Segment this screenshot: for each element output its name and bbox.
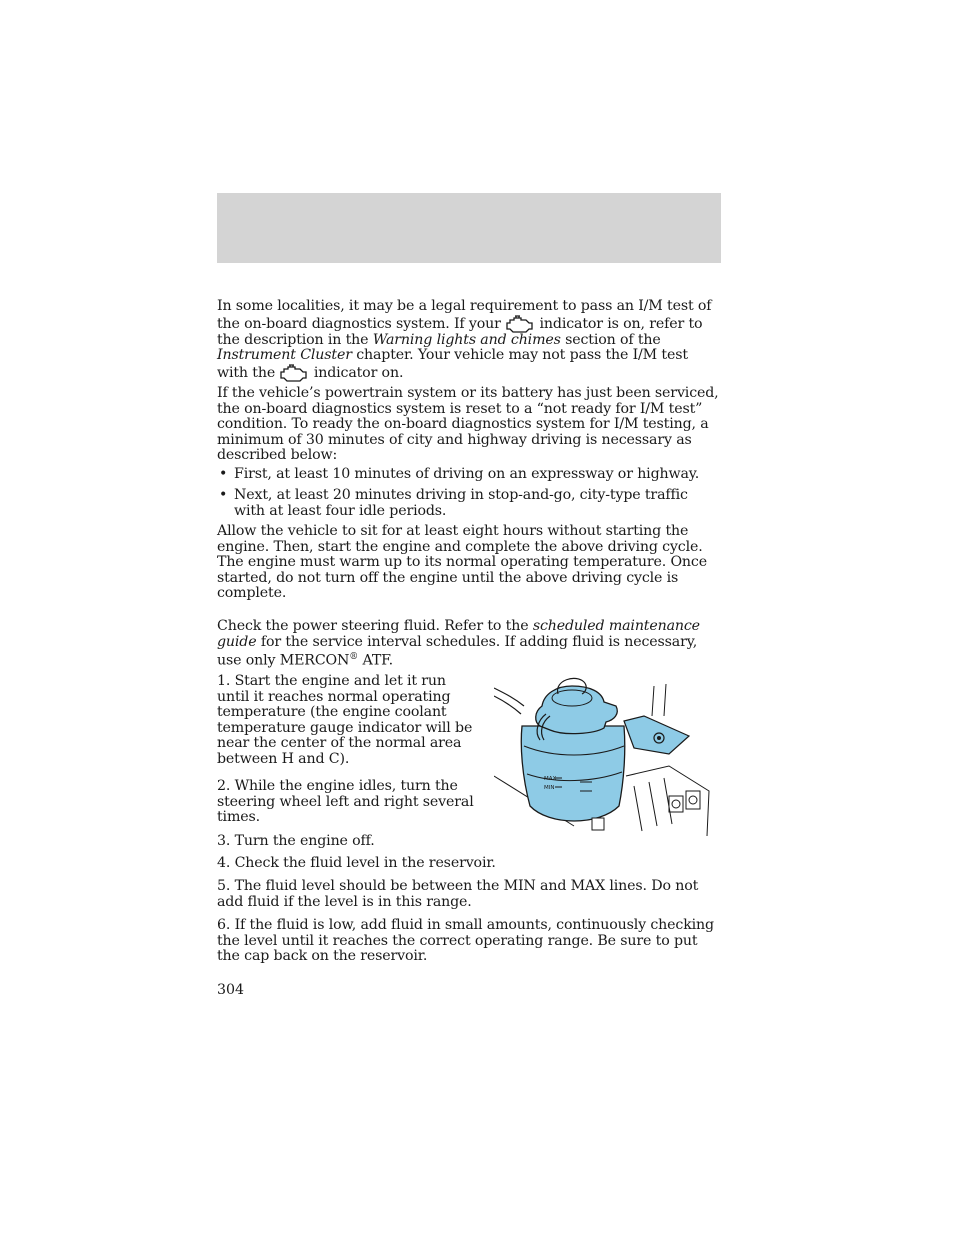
step-4: 4. Check the fluid level in the reservoir. — [217, 855, 496, 871]
page-number: 304 — [217, 982, 245, 998]
drive-cycle-paragraph: Allow the vehicle to sit for at least eight hours without starting the engine. Then, start the engine and complete the above driving cycle. The engine must warm up to its normal operating temperature. Once started, do not turn off the engine until the above driving cycle is complete. — [217, 523, 707, 602]
reset-paragraph: If the vehicle’s powertrain system or its battery has just been serviced, the on-board diagnostics system is reset to a “not ready for I/M test” condition. To ready the on-board diagnostics system for I/M testing, a minimum of 30 minutes of city and highway driving is necessary as described below: — [217, 385, 719, 464]
power-steering-intro: Check the power steering fluid. Refer to the scheduled maintenance guide for the service interval schedules. If adding fluid is necessary, use only MERCON® ATF. — [217, 618, 700, 669]
max-label: MAX — [544, 776, 557, 782]
step-1: 1. Start the engine and let it run until it reaches normal operating temperature (the engine coolant temperature gauge indicator will be near the center of the normal area between H and C). — [217, 673, 473, 767]
section-header-band — [217, 193, 721, 263]
step-5: 5. The fluid level should be between the MIN and MAX lines. Do not add fluid if the level is in this range. — [217, 878, 699, 910]
step-3: 3. Turn the engine off. — [217, 833, 375, 849]
step-2: 2. While the engine idles, turn the steering wheel left and right several times. — [217, 778, 474, 826]
im-test-paragraph: In some localities, it may be a legal requirement to pass an I/M test of the on-board diagnostics system. If your indicator is on, refer to the description in the Warning lights and chimes section of the Instrument Cluster chapter. Your vehicle may not pass the I/M test with the indicator on. — [217, 298, 712, 381]
list-item: • First, at least 10 minutes of driving on an expressway or highway. — [219, 466, 700, 482]
list-item: • Next, at least 20 minutes driving in stop-and-go, city-type traffic with at least four idle periods. — [219, 487, 688, 519]
reservoir-illustration — [494, 676, 712, 836]
check-engine-icon — [279, 364, 309, 382]
min-label: MIN — [544, 785, 555, 791]
step-6: 6. If the fluid is low, add fluid in small amounts, continuously checking the level until it reaches the correct operating range. Be sure to put the cap back on the reservoir. — [217, 917, 714, 965]
check-engine-icon — [505, 315, 535, 333]
